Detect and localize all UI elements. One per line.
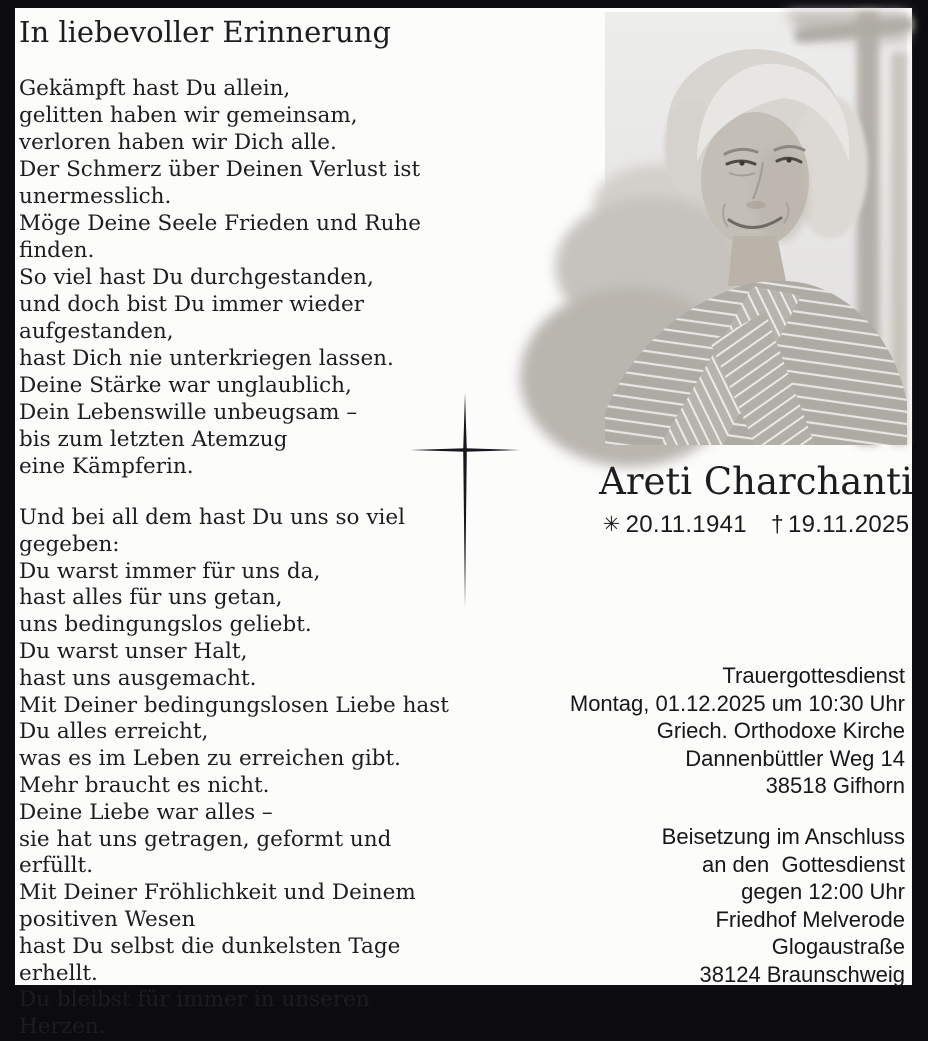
text-line: Der Schmerz über Deinen Verlust ist <box>19 157 421 182</box>
text-line: Deine Stärke war unglaublich, <box>19 373 352 398</box>
text-line: Dein Lebenswille unbeugsam – <box>19 400 358 425</box>
text-line: Du bleibst für immer in unseren Herzen. <box>19 987 377 1040</box>
deceased-name: Areti Charchanti <box>599 460 913 503</box>
portrait-photo <box>605 12 907 445</box>
text-line: Deine Liebe war alles – <box>19 799 273 825</box>
text-line: an den Gottesdienst <box>701 851 905 877</box>
text-line: eine Kämpferin. <box>19 454 194 479</box>
text-line: Glogaustraße <box>771 934 905 959</box>
text-line: gelitten haben wir gemeinsam, <box>19 103 358 128</box>
text-line: Trauergottesdienst <box>722 663 905 688</box>
text-line: Du warst unser Halt, <box>19 638 248 664</box>
poem-stanza-2 <box>19 505 449 1041</box>
text-line: So viel hast Du durchgestanden, <box>19 265 374 290</box>
text-line: Möge Deine Seele Frieden und Ruhe <box>19 211 421 236</box>
memorial-text-column <box>19 12 449 1040</box>
text-line: hast uns ausgemacht. <box>19 665 257 691</box>
text-line: hast Dich nie unterkriegen lassen. <box>19 346 394 371</box>
burial-details <box>662 823 905 988</box>
text-line: Friedhof Melverode <box>715 906 905 932</box>
text-line: Dannenbüttler Weg 14 <box>685 745 905 771</box>
text-line: sie hat uns getragen, geformt und erfüllt. <box>19 826 399 879</box>
text-line: bis zum letzten Atemzug <box>19 427 288 452</box>
obituary-paper <box>15 8 913 1040</box>
text-line: Mit Deiner Fröhlichkeit und Deinem <box>19 880 416 906</box>
text-line: uns bedingungslos geliebt. <box>19 612 312 638</box>
service-details <box>570 662 905 800</box>
text-line: Du warst immer für uns da, <box>19 558 321 584</box>
text-line: Mit Deiner bedingungslosen Liebe hast <box>19 692 449 718</box>
text-line: Montag, 01.12.2025 um 10:30 Uhr <box>569 690 905 716</box>
text-line: finden. <box>19 238 95 263</box>
text-line: Du alles erreicht, <box>19 719 209 745</box>
text-line: hast Du selbst die dunkelsten Tage <box>19 933 401 959</box>
poem-stanza-1 <box>19 75 449 480</box>
life-dates <box>593 510 919 539</box>
text-line: gegeben: <box>19 531 120 557</box>
birth-date: 20.11.1941 <box>625 511 747 538</box>
text-line: und doch bist Du immer wieder <box>19 292 365 317</box>
text-line: Griech. Orthodoxe Kirche <box>656 718 905 743</box>
text-line: aufgestanden, <box>19 319 174 344</box>
text-line: Mehr braucht es nicht. <box>19 772 270 798</box>
memorial-cross-icon <box>410 393 520 608</box>
text-line: Gekämpft hast Du allein, <box>19 76 291 101</box>
death-date: 19.11.2025 <box>788 511 910 538</box>
text-line: 38124 Braunschweig <box>699 961 905 987</box>
text-line: gegen 12:00 Uhr <box>741 879 905 904</box>
text-line: hast alles für uns getan, <box>19 585 283 611</box>
text-line: positiven Wesen <box>19 906 196 932</box>
text-line: Beisetzung im Anschluss <box>661 824 905 849</box>
text-line: Und bei all dem hast Du uns so viel <box>19 505 405 530</box>
text-line: was es im Leben zu erreichen gibt. <box>19 746 402 772</box>
page-title: In liebevoller Erinnerung <box>19 15 392 49</box>
text-line: unermesslich. <box>19 184 172 209</box>
text-line: erhellt. <box>19 960 98 986</box>
death-cross-icon: † <box>770 511 784 537</box>
text-line: 38518 Gifhorn <box>765 773 905 798</box>
text-line: verloren haben wir Dich alle. <box>19 130 337 155</box>
birth-star-icon: ✳ <box>602 513 621 536</box>
